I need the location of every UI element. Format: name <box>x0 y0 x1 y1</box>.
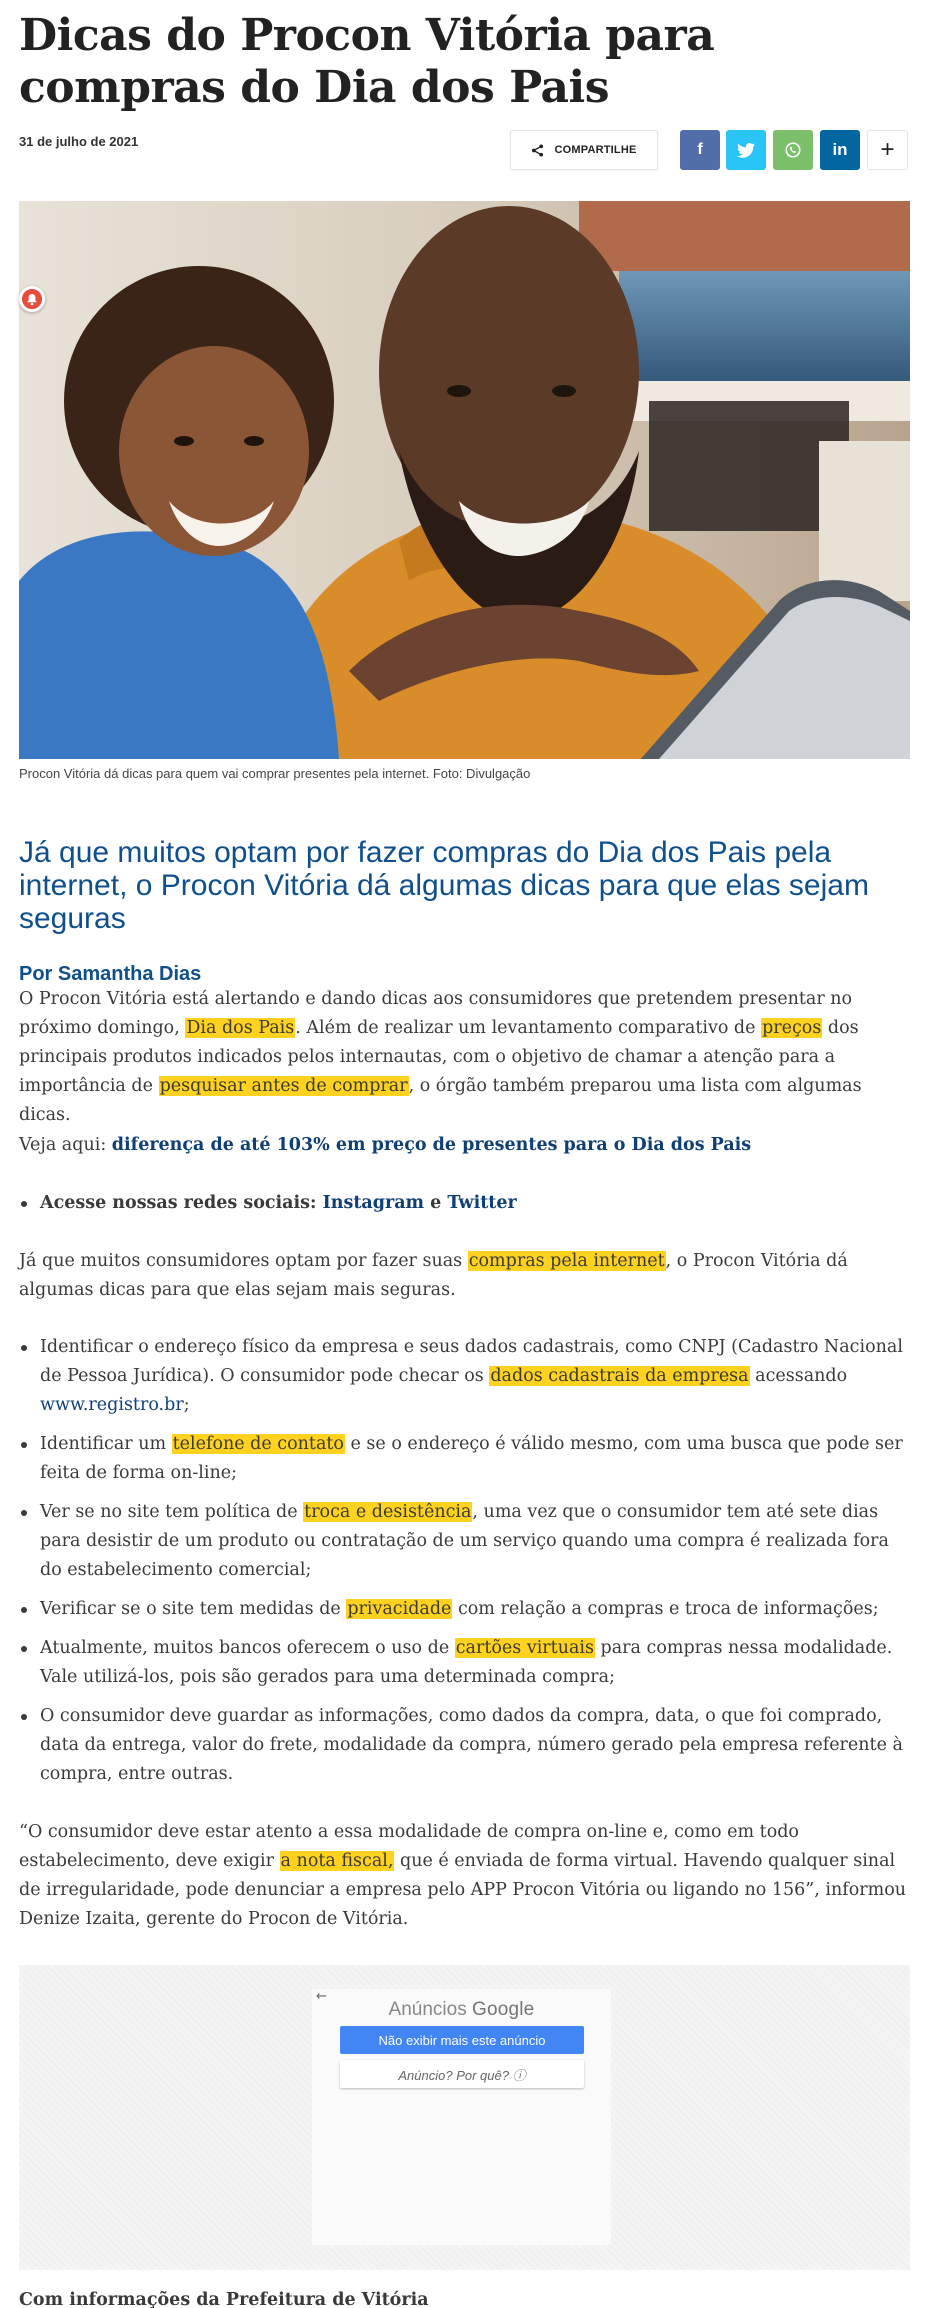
plus-icon: + <box>880 136 895 163</box>
text-segment: Identificar o endereço físico da empresa e seus dados cadastrais, como CNPJ (Cadastro Nacional de Pessoa Jurídica). O consumidor pode checar os <box>40 1337 903 1386</box>
notification-bell-button[interactable] <box>19 286 45 312</box>
text-segment: que é enviada de forma virtual. Havendo qualquer sinal de irregularidade, pode denunciar a empresa pelo APP Procon Vitória ou ligando no 156”, informou Denize Izaita, gerente do Procon de Vitória. <box>19 1851 906 1929</box>
tip-item <box>19 1498 910 1585</box>
highlight-keyword: pesquisar antes de comprar <box>159 1076 408 1096</box>
paragraph-online-shopping <box>19 1247 910 1305</box>
text-segment: com relação a compras e troca de informações; <box>452 1599 879 1619</box>
tip-item <box>19 1634 910 1692</box>
text-segment: , uma vez que o consumidor tem até sete dias para desistir de um produto ou contratação de um serviço quando uma compra é realizada fora do estabelecimento comercial; <box>40 1502 889 1580</box>
text-segment: O Procon Vitória está alertando e dando dicas aos consumidores que pretendem presentar no próximo domingo, <box>19 989 853 1038</box>
text-segment: Ver se no site tem política de <box>40 1502 304 1522</box>
paragraph-intro <box>19 985 910 1130</box>
tip-item <box>19 1702 910 1789</box>
text-segment: dos principais produtos indicados pelos internautas, com o objetivo de chamar a atenção para a importância de <box>19 1018 859 1096</box>
highlight-keyword: a nota fiscal, <box>280 1851 394 1871</box>
facebook-share-button[interactable] <box>680 130 720 170</box>
twitter-link[interactable]: Twitter <box>447 1193 517 1213</box>
back-arrow-icon[interactable]: ← <box>316 1989 327 2004</box>
article-lead: Já que muitos optam por fazer compras do Dia dos Pais pela internet, o Procon Vitória dá algumas dicas para que elas sejam seguras <box>19 836 869 935</box>
text-segment: , o órgão também preparou uma lista com algumas dicas. <box>19 1076 862 1125</box>
text-segment: O consumidor deve guardar as informações, como dados da compra, data, o que foi comprado, data da entrega, valor do frete, modalidade da compra, número gerado pela empresa referente à compra, entre outras. <box>40 1706 903 1784</box>
photo-caption: Procon Vitória dá dicas para quem vai comprar presentes pela internet. Foto: Divulgação <box>19 766 531 781</box>
highlight-keyword: compras pela internet <box>468 1251 665 1271</box>
more-share-button[interactable] <box>867 130 908 170</box>
text-segment: . Além de realizar um levantamento comparativo de <box>295 1018 762 1038</box>
hide-ad-button[interactable]: Não exibir mais este anúncio <box>340 2026 584 2054</box>
text-segment: para compras nessa modalidade. Vale utilizá-los, pois são gerados para uma determinada compra; <box>40 1638 893 1687</box>
text-segment: ; <box>183 1395 190 1415</box>
text-segment: e <box>424 1193 448 1213</box>
social-item <box>19 1189 910 1218</box>
price-difference-link[interactable]: diferença de até 103% em preço de presentes para o Dia dos Pais <box>111 1135 752 1155</box>
linkedin-icon: in <box>832 140 848 159</box>
instagram-link[interactable]: Instagram <box>322 1193 425 1213</box>
registro-link[interactable]: www.registro.br <box>40 1395 184 1415</box>
highlight-keyword: privacidade <box>347 1599 452 1619</box>
text-segment: acessando <box>749 1366 848 1386</box>
highlight-keyword: dados cadastrais da empresa <box>490 1366 749 1386</box>
ad-title-prefix: Anúncios <box>388 1999 467 2020</box>
text-segment: e se o endereço é válido mesmo, com uma busca que pode ser feita de forma on-line; <box>40 1434 903 1483</box>
highlight-keyword: preços <box>762 1018 822 1038</box>
whatsapp-icon <box>784 141 802 159</box>
ad-title <box>312 1999 611 2021</box>
highlight-keyword: telefone de contato <box>172 1434 344 1454</box>
article-byline: Por Samantha Dias <box>19 963 202 985</box>
ad-slot <box>19 1965 910 2270</box>
tip-item <box>19 1595 910 1624</box>
twitter-share-button[interactable] <box>726 130 766 170</box>
facebook-icon: f <box>697 141 703 158</box>
tips-list <box>19 1333 910 1789</box>
linkedin-share-button[interactable] <box>820 130 860 170</box>
text-segment: Já que muitos consumidores optam por fazer suas <box>19 1251 468 1271</box>
highlight-keyword: cartões virtuais <box>455 1638 594 1658</box>
text-segment: “O consumidor deve estar atento a essa modalidade de compra on-line e, como em todo estabelecimento, deve exigir <box>19 1822 799 1871</box>
paragraph-quote <box>19 1818 910 1934</box>
text-segment: , o Procon Vitória dá algumas dicas para que elas sejam mais seguras. <box>19 1251 848 1300</box>
share-button[interactable] <box>510 130 658 170</box>
why-ad-button[interactable]: Anúncio? Por quê? ⓘ <box>340 2060 584 2088</box>
article-source: Com informações da Prefeitura de Vitória <box>19 2290 429 2308</box>
twitter-icon <box>737 143 755 158</box>
article-title: Dicas do Procon Vitória para compras do Dia dos Pais <box>19 10 715 113</box>
article-date: 31 de julho de 2021 <box>19 134 139 149</box>
text-segment: Verificar se o site tem medidas de <box>40 1599 347 1619</box>
article-photo <box>19 201 910 759</box>
text-segment: Identificar um <box>40 1434 172 1454</box>
tip-item <box>19 1333 910 1420</box>
paragraph-see-also <box>19 1131 910 1160</box>
highlight-keyword: troca e desistência <box>304 1502 472 1522</box>
highlight-keyword: Dia dos Pais <box>186 1018 295 1038</box>
ad-card <box>312 1989 611 2245</box>
bell-icon <box>26 293 38 306</box>
text-segment: Veja aqui: <box>19 1135 112 1155</box>
share-label: COMPARTILHE <box>554 144 637 156</box>
text-segment: Atualmente, muitos bancos oferecem o uso de <box>40 1638 455 1658</box>
tip-item <box>19 1430 910 1488</box>
share-icon <box>531 144 544 157</box>
social-list <box>19 1189 910 1218</box>
social-label: Acesse nossas redes sociais: <box>40 1193 323 1213</box>
father-son-photo <box>19 201 910 759</box>
whatsapp-share-button[interactable] <box>773 130 813 170</box>
google-logo: Google <box>471 1999 535 2020</box>
